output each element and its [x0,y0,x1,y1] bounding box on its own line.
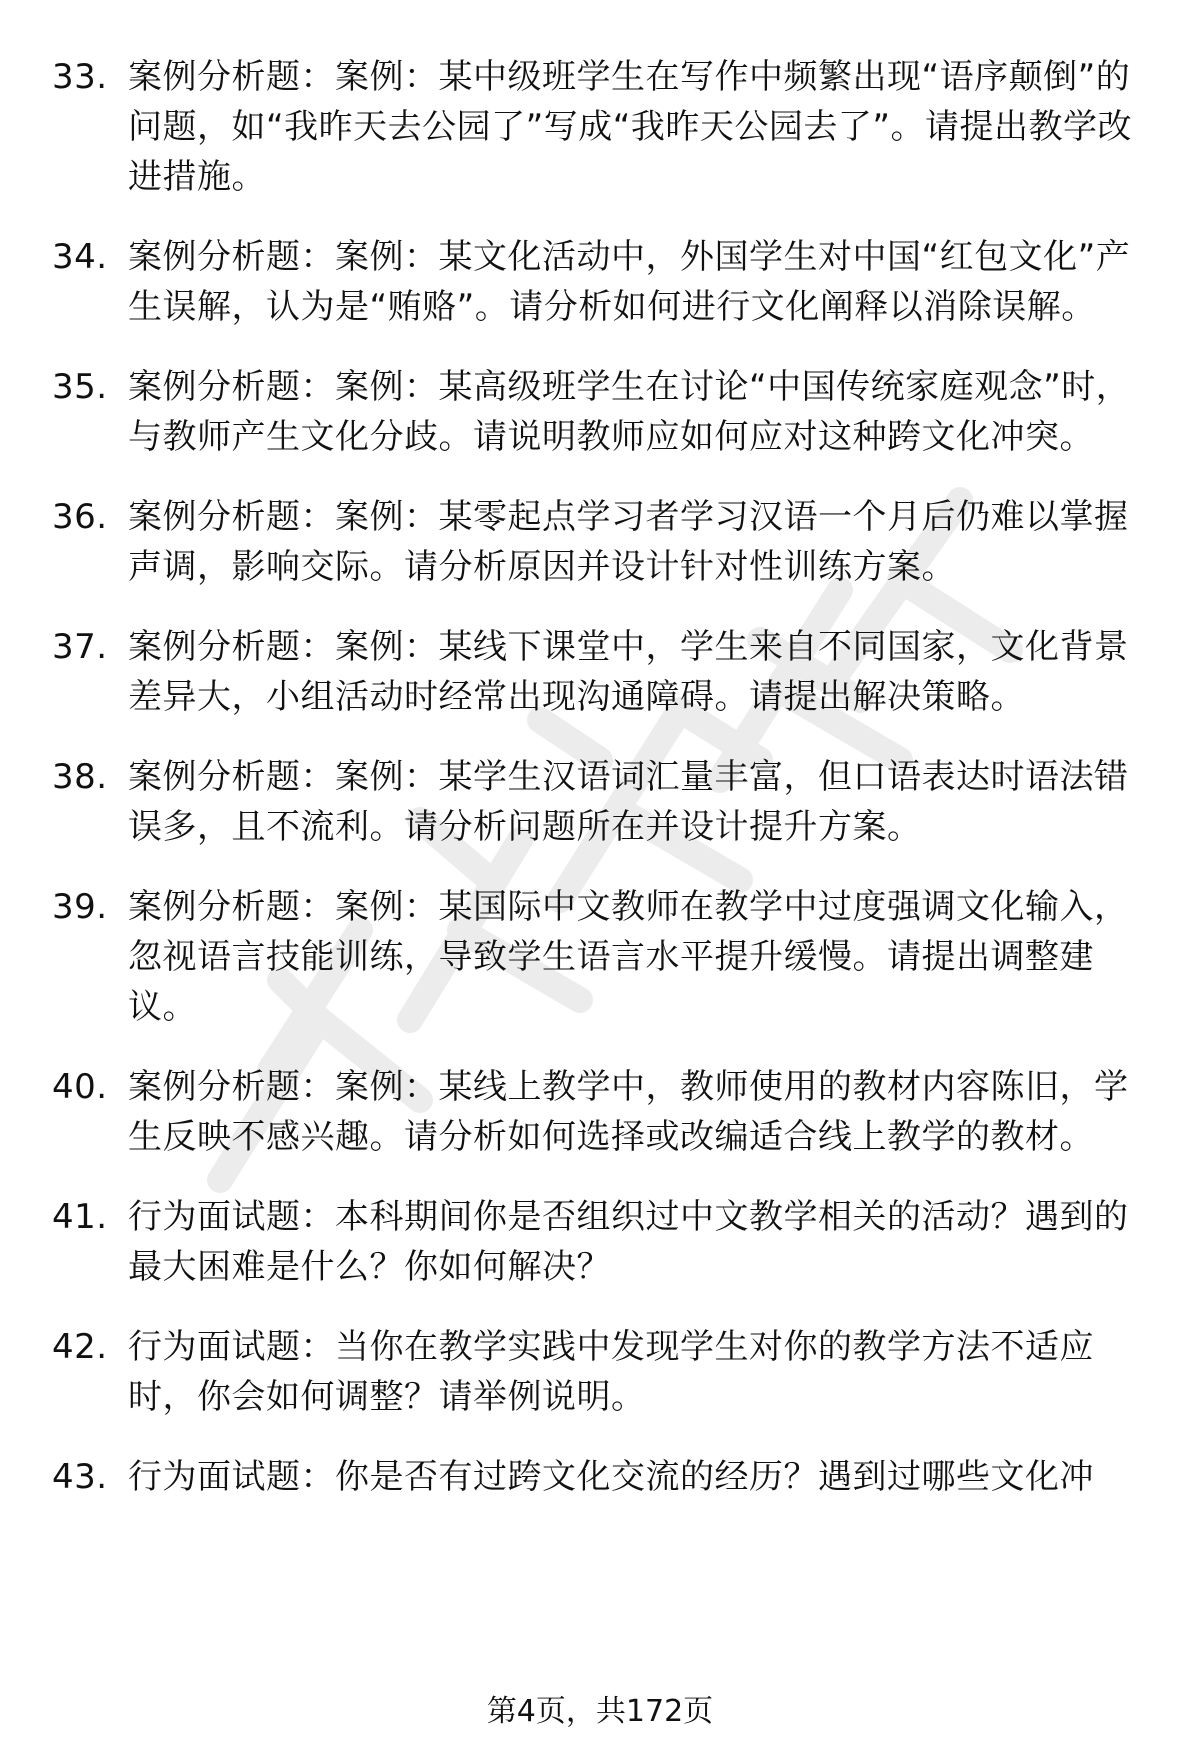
question-list [0,52,1200,1532]
list-item [0,882,1200,1032]
list-item [0,1452,1200,1502]
question-text: 行为面试题：当你在教学实践中发现学生对你的教学方法不适应时，你会如何调整？请举例说明。 [128,1327,1094,1417]
question-text: 行为面试题：你是否有过跨文化交流的经历？遇到过哪些文化冲 [128,1457,1094,1497]
page-footer: 第4页，共172页 [486,1694,714,1729]
question-text: 案例分析题：案例：某线下课堂中，学生来自不同国家，文化背景差异大，小组活动时经常出现沟通障碍。请提出解决策略。 [128,627,1129,717]
question-number: 34. [52,237,108,277]
question-number: 42. [52,1327,108,1367]
question-number: 43. [52,1457,108,1497]
question-number: 33. [52,57,108,97]
question-text: 案例分析题：案例：某国际中文教师在教学中过度强调文化输入，忽视语言技能训练，导致学生语言水平提升缓慢。请提出调整建议。 [128,887,1129,1027]
list-item [0,52,1200,202]
question-number: 41. [52,1197,108,1237]
question-text: 案例分析题：案例：某学生汉语词汇量丰富，但口语表达时语法错误多，且不流利。请分析问题所在并设计提升方案。 [128,757,1129,847]
question-number: 35. [52,367,108,407]
list-item [0,1062,1200,1162]
question-number: 40. [52,1067,108,1107]
question-text: 行为面试题：本科期间你是否组织过中文教学相关的活动？遇到的最大困难是什么？你如何解决？ [128,1197,1129,1287]
question-number: 36. [52,497,108,537]
question-number: 39. [52,887,108,927]
list-item [0,1192,1200,1292]
list-item [0,362,1200,462]
list-item [0,1322,1200,1422]
list-item [0,622,1200,722]
list-item [0,232,1200,332]
list-item [0,752,1200,852]
question-text: 案例分析题：案例：某线上教学中，教师使用的教材内容陈旧，学生反映不感兴趣。请分析如何选择或改编适合线上教学的教材。 [128,1067,1129,1157]
list-item [0,492,1200,592]
question-number: 37. [52,627,108,667]
question-number: 38. [52,757,108,797]
question-text: 案例分析题：案例：某零起点学习者学习汉语一个月后仍难以掌握声调，影响交际。请分析原因并设计针对性训练方案。 [128,497,1129,587]
question-text: 案例分析题：案例：某高级班学生在讨论“中国传统家庭观念”时，与教师产生文化分歧。请说明教师应如何应对这种跨文化冲突。 [128,367,1131,457]
question-text: 案例分析题：案例：某文化活动中，外国学生对中国“红包文化”产生误解，认为是“贿赂”。请分析如何进行文化阐释以消除误解。 [128,237,1131,327]
question-text: 案例分析题：案例：某中级班学生在写作中频繁出现“语序颠倒”的问题，如“我昨天去公园了”写成“我昨天公园去了”。请提出教学改进措施。 [128,57,1132,197]
